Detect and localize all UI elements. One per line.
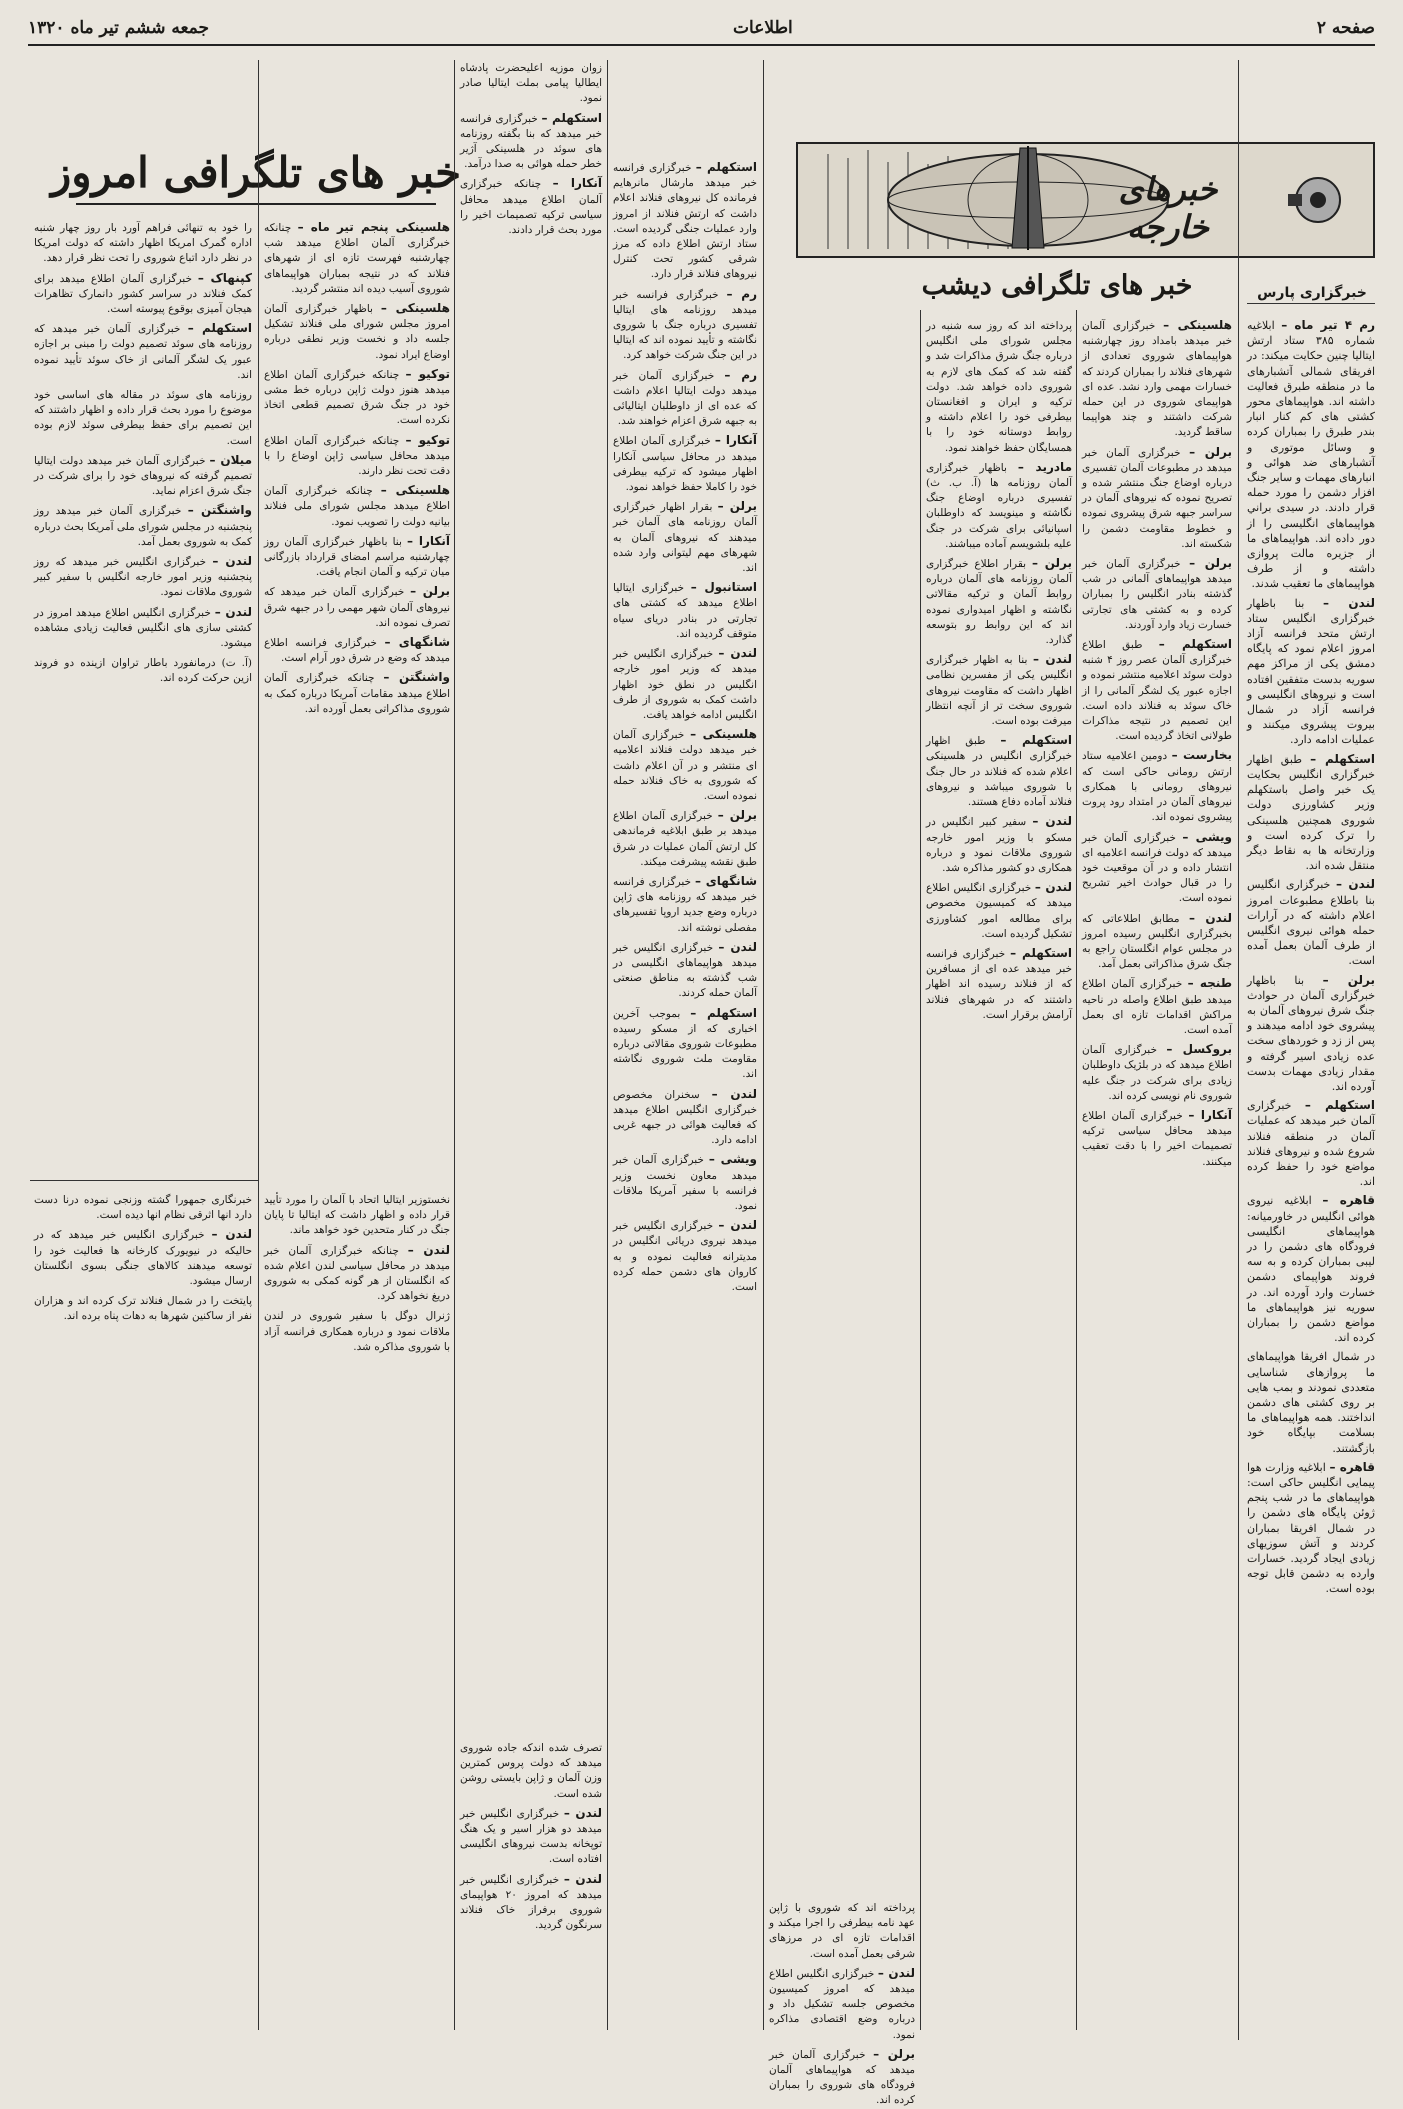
news-text: ابلاغیه شماره ۳۸۵ ستاد ارتش ایتالیا چنین حکایت میکند: در افریقای شمالی آتشبارهای ما در منطقه طبرق فعالیت داشته اند. هواپیماهای محور کشتی های کم کنار انبار بندر طبرق را بمباران کرده و وسائل موتوری و آتشبارهای ضد هوائی و انبارهای مهمات و سایر جنگ افزار دشمن را مورد حمله قرار دادند. در سیدی براني هواپیماهای انگلیسی را از دور داده اند. هواپیماهای ما از جزیره مالت پروازی داشته و از طرف هواپیماهای ما تعقیب شدند. bbox=[1247, 319, 1375, 591]
dateline: استکهلم – bbox=[187, 321, 252, 336]
news-text: زوان موزیه اعلیحضرت پادشاه ایطالیا پیامی بملت ایتالیا صادر نمود. bbox=[460, 62, 602, 105]
news-item bbox=[264, 534, 450, 581]
dateline: لندن – bbox=[563, 1805, 602, 1820]
dateline: استکهلم – bbox=[1310, 751, 1376, 766]
news-text: ابلاغیه وزارت هوا پیمایی انگلیس حاکی است: هواپیماهای ما در شب پنجم ژوئن پایگاه های دشمن را در شمال افریقا بمباران کردند و آتش سوزیهای زیادی ایجاد گردید. خسارات وارده به دشمن قابل توجه بوده است. bbox=[1247, 1460, 1375, 1596]
dateline: لندن – bbox=[1323, 595, 1376, 610]
section-rule bbox=[30, 1180, 258, 1181]
news-item bbox=[926, 556, 1072, 648]
news-item bbox=[460, 1872, 602, 1934]
news-item bbox=[264, 483, 450, 530]
news-text: بنا به اظهار خبرگزاری انگلیس یکی از مفسرین نظامی اظهار داشت که مقاومت نیروهای شوروی سخت تر از آنچه انتظار میرفت بوده است. bbox=[926, 654, 1072, 728]
news-text: خبرگزاری فرانسه اطلاع میدهد که وضع در شرق دور آرام است. bbox=[264, 637, 450, 665]
news-text: پایتخت را در شمال فنلاند ترک کرده اند و هزاران نفر از ساکنین شهرها به دهات پناه برده اند. bbox=[34, 1295, 252, 1323]
news-text: خبرگزاری آلمان خبر میدهد دولت ایتالیا تصمیم گرفته که نیروهای خود را برای شرکت در جنگ شرق اعزام نماید. bbox=[34, 454, 252, 498]
dateline: رم ۴ تیر ماه – bbox=[1281, 318, 1375, 332]
news-text: مطابق اطلاعاتی که بخبرگزاری انگلیس رسیده امروز در مجلس عوام انگلستان راجع به جنگ شرق مذاکراتی بعمل آمد. bbox=[1082, 912, 1232, 971]
news-item bbox=[926, 318, 1072, 456]
news-item bbox=[264, 635, 450, 666]
dateline: لندن – bbox=[563, 1871, 602, 1886]
issue-date: جمعه ششم تیر ماه ۱۳۲۰ bbox=[28, 18, 210, 38]
news-item bbox=[1247, 877, 1375, 968]
news-item bbox=[613, 1006, 757, 1083]
news-item bbox=[769, 2047, 915, 2109]
dateline: آنکارا – bbox=[1188, 1107, 1232, 1122]
news-text: خبرگزاری انگلیس خبر میدهد که روز پنجشنبه وزیر امور خارجه انگلیس با سفیر کبیر شوروی ملاقات نمود. bbox=[34, 556, 252, 599]
news-text: خبرگزاری آلمان اطلاع میدهد طبق اطلاع واصله در ناحیه مراکش اقدامات تازه ای بعمل آمده است. bbox=[1082, 978, 1232, 1036]
news-item bbox=[460, 1740, 602, 1802]
dateline: استکهلم – bbox=[695, 160, 758, 174]
source-underline bbox=[1247, 303, 1375, 304]
column-6 bbox=[34, 220, 252, 1180]
news-item bbox=[264, 670, 450, 717]
news-text: خبرگزاری انگلیس خبر میدهد که وزیر امور خارجه انگلیس در نطق خود اظهار داشت کمک به شوروی از طرف انگلیس ادامه خواهد یافت. bbox=[613, 648, 757, 721]
news-text: چنانکه خبرگزاری آلمان خبر میدهد در محافل سیاسی لندن اعلام شده که انگلستان از هر گونه کمکی به شوروی دریغ نخواهد کرد. bbox=[264, 1244, 450, 1303]
newspaper-name: اطلاعات bbox=[733, 18, 793, 38]
news-text: در شمال افریقا هواپیماهای ما پروازهای شناسایی متعددی نمودند و بمب هایی بر روی کشتی های دشمن انداختند. همه هواپیماهای ما بسلامت بپایگاه خود بازگشتند. bbox=[1247, 1350, 1375, 1455]
dateline: واشنگتن – bbox=[187, 503, 253, 518]
news-text: خبرگزاری آلمان خبر میدهد دولت فنلاند اعلامیه ای منتشر و در آن اعلام داشت که شوروی به خاک فنلاند حمله نموده است. bbox=[613, 729, 757, 802]
news-item bbox=[1082, 1108, 1232, 1170]
news-text: سفیر کبیر انگلیس در مسکو با وزیر امور خارجه شوروی ملاقات نمود و درباره همکاری دو کشور مذاکره شد. bbox=[926, 816, 1072, 874]
column-1 bbox=[1247, 318, 1375, 2038]
dateline: هلسینکی – bbox=[690, 727, 757, 742]
news-item bbox=[1247, 973, 1375, 1095]
news-item bbox=[613, 1218, 757, 1295]
news-item bbox=[613, 940, 757, 1002]
news-text: پرداخته اند که روز سه شنبه در مجلس شورای ملی انگلیس درباره جنگ شرق مذاکرات شد و گفته شد که کمک های لازم به شوروی داده خواهد شد. دولت ترکیه و ایران و افغانستان بیطرفی خود را اعلام داشته و روابط دوستانه خود را با همسایگان حفظ خواهند نمود. bbox=[926, 320, 1072, 454]
dateline: واشنگتن – bbox=[383, 670, 451, 685]
news-text: خبرگزاری آلمان خبر میدهد در مطبوعات آلمان تفسیری درباره اوضاع جنگ منتشر شده و تصریح نموده که نیروهای آلمان در سراسر جبهه شرق پیشروی نموده و خطوط مقاومت دشمن را شکسته اند. bbox=[1082, 446, 1232, 550]
dateline: برلن – bbox=[1189, 444, 1232, 459]
news-text: طبق اظهار خبرگزاری انگلیس بحکایت یک خبر واصل باستکهلم وزیر کشاورزی دولت شوروی همچنین هلسینکی را ترک کرده است و وزارتخانه ها به نقاط دیگر منتقل شده اند. bbox=[1247, 752, 1375, 873]
news-item bbox=[34, 1293, 252, 1324]
news-item bbox=[264, 1243, 450, 1305]
news-item bbox=[264, 301, 450, 363]
news-item bbox=[34, 655, 252, 686]
news-item bbox=[264, 367, 450, 429]
dateline: لندن – bbox=[407, 1242, 450, 1257]
news-text: خبرنگاری جمهورا گشته وزنجی نموده درنا دست دارد انها اثرقی نظام انها دیده است. bbox=[34, 1194, 252, 1222]
news-text: خبرگزاری انگلیس خبر میدهد هواپیماهای انگلیسی در شب گذشته به مناطق صنعتی آلمان حمله کردند. bbox=[613, 941, 757, 1000]
dateline: ویشی – bbox=[708, 1152, 758, 1167]
news-text: ژنرال دوگل با سفیر شوروی در لندن ملاقات نمود و درباره همکاری فرانسه آزاد با شوروی مذاکره شد. bbox=[264, 1310, 450, 1353]
news-text: خبرگزاری آلمان اطلاع میدهد که در بلژیک داوطلبان زیادی برای شرکت در جنگ علیه شوروی نام نویسی کرده اند. bbox=[1082, 1044, 1232, 1102]
news-item bbox=[460, 111, 602, 173]
news-text: خبرگزاری فرانسه خبر میدهد مارشال مانرهایم فرمانده کل نیروهای فنلاند اعلام داشت که ارتش فنلاند از امروز وارد عملیات جنگی گردیده است. ستاد ارتش اطلاع داده که مرز شرقی کشور تحت کنترل نیروهای فنلاند قرار دارد. bbox=[613, 162, 757, 281]
news-item bbox=[1247, 318, 1375, 592]
column-8 bbox=[264, 1192, 450, 2032]
dateline: توکیو – bbox=[405, 366, 451, 381]
dateline: میلان – bbox=[209, 452, 253, 467]
dateline: آنکارا – bbox=[406, 533, 450, 548]
news-text: ابلاغیه نیروی هوائی انگلیس در خاورمیانه: هواپیماهای انگلیسی فرودگاه های دشمن را در لیبی بمباران کرده و به سه فروند هواپیمای دشمن خسارت وارد آورده اند. در سوریه نیز هواپیماهای ما مواضع دشمن را بمباران کرده اند. bbox=[1247, 1194, 1375, 1345]
news-item bbox=[926, 880, 1072, 942]
news-text: خبرگزاری انگلیس اطلاع میدهد که کمیسیون مخصوص برای مطالعه امور کشاورزی تشکیل گردیده است. bbox=[926, 882, 1072, 940]
dateline: لندن – bbox=[211, 1227, 252, 1242]
news-agency-label: خبرگزاری پارس bbox=[1257, 285, 1367, 301]
dateline: هلسینکی – bbox=[1163, 318, 1232, 332]
news-text: خبرگزاری آلمان خبر میدهد که دولت فرانسه اعلامیه ای انتشار داده و در آن موقعیت خود را در قبال حوادث اخیر تشریح نموده است. bbox=[1082, 831, 1232, 905]
news-item bbox=[34, 321, 252, 383]
dateline: استکهلم – bbox=[1158, 637, 1232, 652]
dateline: لندن – bbox=[1034, 880, 1072, 895]
news-text: دومین اعلامیه ستاد ارتش رومانی حاکی است که نیروهای رومانی با همکاری نیروهای آلمان در امتداد رود پروت پیشروی نموده اند. bbox=[1082, 750, 1232, 824]
page-number: صفحه ۲ bbox=[1316, 18, 1375, 38]
news-item bbox=[34, 453, 252, 500]
dateline: لندن – bbox=[214, 604, 252, 619]
news-text: خبرگزاری آلمان خبر میدهد بامداد روز چهارشنبه هواپیماهای شوروی تعدادی از شهرهای فنلاند را بمباران کردند که خسارات مهمی وارد نشد. عده ای هواپیمای شوروی در این حمله شرکت داشتند و چند هواپیما ساقط گردید. bbox=[1082, 320, 1232, 439]
dateline: لندن – bbox=[718, 646, 757, 661]
dateline: لندن – bbox=[711, 1086, 757, 1101]
news-item bbox=[1247, 752, 1375, 874]
news-text: خبرگزاری فرانسه خبر میدهد که بنا بگفته روزنامه های سوئد در هلسینکی آژیر خطر حمله هوائی به صدا درآمد. bbox=[460, 112, 602, 171]
dateline: قاهره – bbox=[1322, 1193, 1375, 1208]
column-4 bbox=[613, 160, 757, 2030]
dateline: شانگهای – bbox=[695, 873, 757, 888]
news-text: روزنامه های سوئد در مقاله های اساسی خود موضوع را مورد بحث قرار داده و اظهار داشتند که این تصمیم برای حفظ بیطرفی سوئد لازم بوده است. bbox=[34, 389, 252, 447]
news-item bbox=[264, 220, 450, 297]
news-item bbox=[613, 646, 757, 723]
dateline: مادرید – bbox=[1017, 459, 1072, 474]
news-item bbox=[613, 808, 757, 870]
news-text: بنا باظهار خبرگزاری آلمان روز چهارشنبه مراسم امضای قرارداد بازرگانی میان ترکیه و آلمان انجام یافت. bbox=[264, 535, 450, 579]
dateline: توکیو – bbox=[405, 432, 451, 447]
news-text: باظهار خبرگزاری آلمان روزنامه ها (آ. ب. ث) تفسیری درباره اوضاع جنگ نگاشته و مینویسد که داوطلبان اسپانیائی برای شرکت در جنگ علیه بلشویسم آماده میباشند. bbox=[926, 461, 1072, 550]
dateline: لندن – bbox=[1032, 814, 1072, 829]
news-item bbox=[34, 1192, 252, 1223]
news-item bbox=[769, 1900, 915, 1962]
dateline: برلن – bbox=[1322, 972, 1375, 987]
news-item bbox=[34, 503, 252, 550]
column-2 bbox=[1082, 318, 1232, 2038]
news-text: چنانکه خبرگزاری آلمان اطلاع میدهد هنوز دولت ژاپن درباره خط مشی خود در جنگ شرق تصمیم قطعی اتخاذ نکرده است. bbox=[264, 368, 450, 427]
news-item bbox=[34, 271, 252, 318]
news-item bbox=[926, 460, 1072, 552]
dateline: لندن – bbox=[1336, 877, 1375, 892]
column-3 bbox=[926, 318, 1072, 2038]
column-10 bbox=[460, 60, 602, 1730]
news-text: خبرگزاری انگلیس اطلاع میدهد امروز در کشتی سازی های انگلیس فعالیت زیادی مشاهده میشود. bbox=[34, 606, 252, 650]
dateline: آنکارا – bbox=[714, 433, 757, 448]
news-item bbox=[1247, 1460, 1375, 1597]
news-item bbox=[34, 220, 252, 267]
dateline: استکهلم – bbox=[1010, 945, 1072, 960]
dateline: هلسینکی – bbox=[380, 483, 450, 498]
news-item bbox=[460, 176, 602, 238]
news-text: خبرگزاری فرانسه خبر میدهد که روزنامه های ژاپن درباره وضع جدید اروپا تفسیرهای مفصلی نوشته اند. bbox=[613, 875, 757, 934]
news-text: باظهار خبرگزاری آلمان امروز مجلس شورای ملی فنلاند تشکیل جلسه داد و نخست وزیر نطقی درباره اوضاع ایراد نمود. bbox=[264, 303, 450, 361]
news-item bbox=[613, 1087, 757, 1149]
column-rule bbox=[1076, 310, 1077, 2030]
news-text: خبرگزاری انگلیس خبر میدهد که امروز ۲۰ هواپیمای شوروی برفراز خاک فنلاند سرنگون گردید. bbox=[460, 1873, 602, 1932]
dateline: هلسینکی – bbox=[380, 301, 450, 316]
column-11 bbox=[769, 1900, 915, 2107]
news-item bbox=[926, 652, 1072, 729]
dateline: استکهلم – bbox=[1000, 733, 1072, 748]
column-rule bbox=[258, 60, 259, 2030]
dateline: رم – bbox=[724, 367, 757, 382]
news-text: خبرگزاری آلمان خبر میدهد که عملیات آلمان در منطقه فنلاند شروع شده و نیروهای فنلاند مواضع خود را حفظ کرده اند. bbox=[1247, 1099, 1375, 1189]
news-item bbox=[264, 1192, 450, 1239]
news-text: خبرگزاری انگلیس خبر میدهد که در حالیکه در نیویورک کارخانه ها فعالیت خود را توسعه میدهند کالاهای جنگی بسوی انگلستان ارسال میشود. bbox=[34, 1229, 252, 1288]
news-text: چنانکه خبرگزاری آلمان اطلاع میدهد شب چهارشنبه فهرست تازه ای از شهرهای فنلاند که در نتیجه بمباران هواپیماهای شوروی آسیب دیده اند منتشر گردید. bbox=[264, 222, 450, 295]
dateline: طنجه – bbox=[1187, 976, 1232, 991]
news-text: خبرگزاری انگلیس بنا باطلاع مطبوعات امروز اعلام داشته که در آرارات حمله هوائی نیروی انگلیس از طرف آلمان بعمل آمده است. bbox=[1247, 878, 1375, 968]
page-header bbox=[28, 8, 1375, 48]
news-item bbox=[613, 433, 757, 495]
news-text: پرداخته اند که شوروی با ژاپن عهد نامه بیطرفی را اجرا میکند و اقدامات تازه ای در مرزهای شرقی بعمل آمده است. bbox=[769, 1902, 915, 1960]
dateline: آنکارا – bbox=[552, 176, 602, 191]
news-text: بقرار اطلاع خبرگزاری آلمان روزنامه های آلمان درباره روابط آلمان و ترکیه مقالاتی نگاشته و اظهار امیدواری نموده اند که این روابط رو بتوسعه گذارد. bbox=[926, 558, 1072, 647]
column-rule bbox=[454, 60, 455, 2030]
dateline: کپنهاک – bbox=[197, 270, 252, 285]
news-text: خبرگزاری انگلیس خبر میدهد نیروی دریائی انگلیس در مدیترانه فعالیت نموده و به کاروان های دشمن حمله کرده است. bbox=[613, 1220, 757, 1294]
news-item bbox=[1247, 1349, 1375, 1455]
news-item bbox=[34, 605, 252, 652]
news-text: خبرگزاری آلمان خبر میدهد که هواپیماهای آلمان فرودگاه های شوروی را بمباران کرده اند. bbox=[769, 2048, 915, 2107]
news-item bbox=[1082, 318, 1232, 441]
column-rule bbox=[763, 60, 764, 2030]
dateline: استکهلم – bbox=[690, 1005, 757, 1020]
news-item bbox=[34, 1227, 252, 1289]
news-text: خبرگزاری آلمان اطلاع میدهد در محافل سیاسی آنکارا اظهار میشود که ترکیه بیطرفی خود را کاملا حفظ خواهد نمود. bbox=[613, 435, 757, 494]
news-item bbox=[613, 499, 757, 576]
news-text: را خود به تنهائی فراهم آورد بار روز چهار شنبه اداره گمرک امریکا اظهار داشته که دولت امریکا در نظر دارد اتباع شوروی را تحت نظر قرار دهد. bbox=[34, 222, 252, 265]
news-item bbox=[264, 1308, 450, 1355]
news-text: سخنران مخصوص خبرگزاری انگلیس اطلاع میدهد که فعالیت هوائی در جبهه غربی ادامه دارد. bbox=[613, 1088, 757, 1147]
dateline: برلن – bbox=[1031, 556, 1072, 571]
news-item bbox=[1247, 1193, 1375, 1345]
news-item bbox=[1082, 976, 1232, 1038]
news-item bbox=[1082, 911, 1232, 973]
news-item bbox=[613, 874, 757, 936]
dateline: برلن – bbox=[717, 499, 758, 514]
news-text: طبق اطلاع خبرگزاری آلمان عصر روز ۴ شنبه دولت سوئد اعلامیه منتشر نموده و اجازه عبور یک لشگر آلمانی را از خاک سوئد به فنلاند داده است. این تصمیم در نتیجه مذاکرات طولانی اتخاذ گردیده است. bbox=[1082, 639, 1232, 743]
headline-today-underline bbox=[76, 203, 436, 205]
news-item bbox=[1247, 1098, 1375, 1189]
news-item bbox=[1082, 748, 1232, 825]
dateline: لندن – bbox=[212, 554, 252, 569]
dateline: بخارست – bbox=[1171, 748, 1233, 763]
news-item bbox=[264, 584, 450, 631]
dateline: استانبول – bbox=[690, 580, 757, 595]
news-item bbox=[1082, 830, 1232, 907]
news-text: چنانکه خبرگزاری آلمان اطلاع میدهد مجلس شورای ملی فنلاند بیانیه دولت را تصویب نمود. bbox=[264, 485, 450, 528]
news-text: خبرگزاری آلمان خبر میدهد دولت ایتالیا اعلام داشت که عده ای از داوطلبان ایتالیائی به جبهه شرق اعزام خواهند شد. bbox=[613, 369, 757, 428]
news-text: چنانکه خبرگزاری آلمان اطلاع میدهد مقامات آمریکا درباره کمک به شوروی مذاکراتی بعمل آورده اند. bbox=[264, 672, 450, 715]
dateline: شانگهای – bbox=[384, 635, 450, 650]
news-item bbox=[264, 433, 450, 480]
news-item bbox=[1082, 445, 1232, 552]
news-text: خبرگزاری آلمان اطلاع میدهد برای کمک فنلاند در سراسر کشور دانمارک تظاهرات هیجان آمیزی بوقوع پیوسته است. bbox=[34, 272, 252, 316]
dateline: برلن – bbox=[410, 584, 451, 599]
banner-title: خبرهای خارجه bbox=[1118, 170, 1218, 246]
news-item bbox=[1082, 1042, 1232, 1104]
news-item bbox=[769, 1966, 915, 2043]
news-text: بنا باظهار خبرگزاری آلمان در حوادث جنگ شرق نیروهای آلمان به پیشروی خود ادامه میدهند و پس از زد و خوردهای سخت عده زیادی اسیر گرفته و مقدار زیادی مهمات بدست آورده اند. bbox=[1247, 973, 1375, 1093]
column-5 bbox=[264, 220, 450, 1180]
foreign-news-banner bbox=[796, 142, 1375, 258]
dateline: قاهره – bbox=[1329, 1459, 1375, 1474]
column-rule bbox=[1238, 60, 1239, 2040]
dateline: لندن – bbox=[718, 939, 757, 954]
news-item bbox=[613, 727, 757, 804]
dateline: هلسینکی پنجم تیر ماه – bbox=[297, 220, 450, 234]
news-text: بموجب آخرین اخباری که از مسکو رسیده مطبوعات شوروی مقالاتی درباره مقاومت ملت شوروی نگاشته اند. bbox=[613, 1007, 757, 1081]
news-text: خبرگزاری فرانسه خبر میدهد روزنامه های ایتالیا تفسیری درباره جنگ با شوروی نگاشته و تأیید نموده اند که ایتالیا در این جنگ شرکت خواهد کرد. bbox=[613, 288, 757, 362]
news-text: بنا باظهار خبرگزاری انگلیس ستاد ارتش متحد فرانسه آزاد امروز اعلام نمود که پایگاه دمشق یکی از مراکز مهم سوریه بدست متفقین افتاده است و نیروهای انگلیسی و فرانسه آزاد در شمال بیروت پیشروی میکنند و عملیات ادامه دارد. bbox=[1247, 596, 1375, 747]
news-item bbox=[613, 287, 757, 364]
dateline: لندن – bbox=[1189, 910, 1232, 925]
news-item bbox=[926, 946, 1072, 1023]
news-item bbox=[926, 733, 1072, 810]
news-text: خبرگزاری آلمان اطلاع میدهد محافل سیاسی ترکیه تصمیمات اخیر را با دقت تعقیب میکنند. bbox=[1082, 1109, 1232, 1168]
news-item bbox=[1082, 556, 1232, 633]
news-text: نخستوزیر ایتالیا اتحاد با آلمان را مورد تأیید قرار داده و اظهار داشت که ایتالیا تا پایان جنگ در کنار متحدین خود خواهد ماند. bbox=[264, 1194, 450, 1237]
news-item bbox=[613, 160, 757, 283]
news-text: خبرگزاری انگلیس اطلاع میدهد که امروز کمیسیون مخصوص جلسه تشکیل داد و درباره وضع اقتصادی مذاکره نمود. bbox=[769, 1967, 915, 2041]
dateline: لندن – bbox=[1032, 652, 1072, 667]
news-text: خبرگزاری ایتالیا اطلاع میدهد که کشتی های تجارتی در بنادر دریای سیاه متوقف گردیده اند. bbox=[613, 582, 757, 640]
news-text: (آ. ت) درمانفورد باطار تراوان ازینده دو فروند ازین حرکت کرده اند. bbox=[34, 657, 252, 685]
news-text: خبرگزاری آلمان خبر میدهد که نیروهای آلمان شهر مهمی را در جبهه شرق تصرف نموده اند. bbox=[264, 586, 450, 629]
news-item bbox=[1082, 637, 1232, 744]
news-text: طبق اظهار خبرگزاری انگلیس در هلسینکی اعلام شده که فنلاند در حال جنگ با شوروی میباشد و نیروهای فنلاند آماده دفاع هستند. bbox=[926, 735, 1072, 809]
column-rule bbox=[920, 310, 921, 2030]
news-item bbox=[613, 1152, 757, 1214]
dateline: بروکسل – bbox=[1166, 1042, 1232, 1057]
dateline: برلن – bbox=[717, 808, 758, 823]
column-7 bbox=[34, 1192, 252, 2032]
news-item bbox=[1247, 596, 1375, 748]
news-text: چنانکه خبرگزاری آلمان اطلاع میدهد محافل سیاسی ترکیه تصمیمات اخیر را مورد بحث قرار دادند. bbox=[460, 178, 602, 237]
news-item bbox=[34, 387, 252, 449]
news-text: خبرگزاری آلمان خبر میدهد هواپیماهای آلمانی در شب گذشته بنادر انگلیس را بمباران کرده و به کشتی های تجارتی خسارت زیاد وارد آوردند. bbox=[1082, 558, 1232, 631]
headline-today-text: خبر های تلگرافی امروز bbox=[50, 148, 462, 197]
news-text: خبرگزاری آلمان خبر میدهد معاون نخست وزیر فرانسه با سفیر آمریکا ملاقات نمود. bbox=[613, 1154, 757, 1212]
news-text: خبرگزاری فرانسه خبر میدهد عده ای از مسافرین که از فنلاند رسیده اند اظهار داشتند که در شهرهای فنلاند آرامش برقرار است. bbox=[926, 947, 1072, 1021]
news-text: چنانکه خبرگزاری آلمان اطلاع میدهد محافل سیاسی ژاپن اوضاع را با دقت تحت نظر دارند. bbox=[264, 434, 450, 478]
news-text: تصرف شده اندکه جاده شوروی میدهد که دولت پروس کمترین وزن آلمان و ژاپن بایستی روشن شده است. bbox=[460, 1742, 602, 1800]
news-item bbox=[34, 554, 252, 601]
dateline: لندن – bbox=[877, 1965, 915, 1980]
news-item bbox=[460, 60, 602, 107]
dateline: رم – bbox=[726, 286, 757, 301]
news-item bbox=[613, 368, 757, 430]
column-9 bbox=[460, 1740, 602, 2030]
headline-yesterday: خبر های تلگرافی دیشب bbox=[921, 270, 1193, 301]
news-text: خبرگزاری آلمان اطلاع میدهد بر طبق ابلاغیه فرماندهی کل ارتش آلمان عملیات در شرق طبق نقشه پیشرفت میکند. bbox=[613, 810, 757, 868]
news-text: خبرگزاری آلمان خبر میدهد که روزنامه های سوئد تصمیم دولت را مبنی بر اجازه عبور یک لشگر آلمانی از خاک سوئد تأیید نموده اند. bbox=[34, 323, 252, 381]
news-item bbox=[926, 814, 1072, 876]
headline-today bbox=[36, 148, 476, 197]
header-rule bbox=[28, 44, 1375, 46]
dateline: استکهلم – bbox=[1304, 1098, 1375, 1113]
dateline: برلن – bbox=[873, 2046, 915, 2061]
news-item bbox=[460, 1806, 602, 1868]
dateline: استکهلم – bbox=[541, 110, 603, 125]
dateline: لندن – bbox=[718, 1218, 757, 1233]
news-text: بقرار اظهار خبرگزاری آلمان روزنامه های آلمان خبر میدهند که نیروهای آلمان به شهرهای مهم لیتوانی وارد شده اند. bbox=[613, 501, 757, 575]
dateline: برلن – bbox=[1189, 556, 1232, 571]
news-text: خبرگزاری آلمان خبر میدهد روز پنجشنبه در مجلس شورای ملی آمریکا بحث درباره کمک به شوروی بعمل آمد. bbox=[34, 505, 252, 548]
news-item bbox=[613, 580, 757, 642]
dateline: ویشی – bbox=[1182, 829, 1233, 844]
column-rule bbox=[607, 60, 608, 2030]
news-text: خبرگزاری انگلیس خبر میدهد دو هزار اسیر و یک هنگ توپخانه بدست نیروهای انگلیسی افتاده است. bbox=[460, 1807, 602, 1866]
